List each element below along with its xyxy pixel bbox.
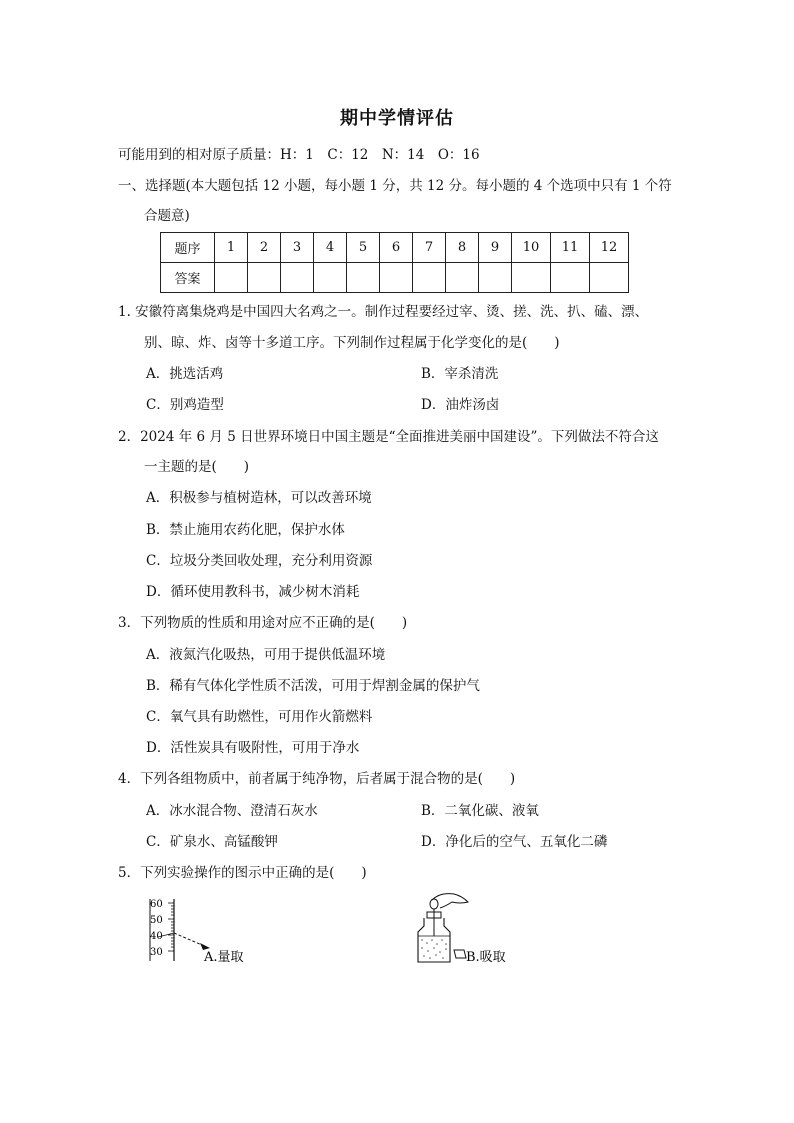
answer-cell[interactable] (512, 263, 551, 293)
answer-cell[interactable] (446, 263, 479, 293)
figure-a-caption: A.量取 (204, 950, 244, 965)
answer-cell[interactable] (281, 263, 314, 293)
question-4: 4．下列各组物质中，前者属于纯净物，后者属于混合物的是( ) (118, 771, 516, 787)
table-number: 1 (215, 233, 248, 263)
question-1-cont: 别、晾、炸、卤等十多道工序。下列制作过程属于化学变化的是( ) (144, 335, 560, 351)
eye-icon (200, 943, 210, 950)
figure-b-caption: B.吸取 (466, 950, 506, 965)
table-number: 11 (551, 233, 590, 263)
answer-cell[interactable] (413, 263, 446, 293)
table-row (161, 233, 629, 263)
scale-label: 60 (150, 899, 163, 910)
q2-option-c: C．垃圾分类回收处理，充分利用资源 (146, 553, 373, 569)
table-number: 6 (380, 233, 413, 263)
q3-option-a: A．液氮汽化吸热，可用于提供低温环境 (146, 647, 386, 663)
atomic-masses-note: 可能用到的相对原子质量：H：1 C：12 N：14 O：16 (118, 147, 480, 163)
table-header-label: 题序 (161, 233, 215, 263)
question-2-cont: 一主题的是( ) (144, 459, 250, 475)
table-number: 3 (281, 233, 314, 263)
q1-option-d: D．油炸汤卤 (421, 397, 500, 413)
answer-cell[interactable] (380, 263, 413, 293)
q3-option-b: B．稀有气体化学性质不活泼，可用于焊割金属的保护气 (146, 678, 480, 694)
question-1: 1. 安徽符离集烧鸡是中国四大名鸡之一。制作过程要经过宰、烫、搓、洗、扒、磕、漂、 (118, 304, 649, 320)
q4-option-c: C．矿泉水、高锰酸钾 (146, 834, 278, 850)
q4-option-b: B．二氧化碳、液氧 (421, 803, 539, 819)
answer-cell[interactable] (479, 263, 512, 293)
table-number: 10 (512, 233, 551, 263)
q1-option-c: C．别鸡造型 (146, 397, 224, 413)
section-heading-cont: 合题意) (144, 208, 190, 224)
answer-cell[interactable] (551, 263, 590, 293)
scale-label: 50 (150, 915, 163, 926)
table-number: 7 (413, 233, 446, 263)
answer-cell[interactable] (248, 263, 281, 293)
page-title: 期中学情评估 (340, 108, 454, 129)
dropper-figure (410, 888, 530, 974)
section-heading: 一、选择题(本大题包括 12 小题，每小题 1 分，共 12 分。每小题的 4 个选项中只有 1 个符 (118, 178, 672, 194)
table-number: 2 (248, 233, 281, 263)
table-number: 12 (590, 233, 629, 263)
answer-cell[interactable] (314, 263, 347, 293)
stopper-icon (454, 950, 466, 958)
measuring-cylinder-figure (140, 893, 290, 973)
answer-cell[interactable] (215, 263, 248, 293)
q3-option-d: D．活性炭具有吸附性，可用于净水 (146, 740, 360, 756)
answer-cell[interactable] (590, 263, 629, 293)
q3-option-c: C．氧气具有助燃性，可用作火箭燃料 (146, 709, 373, 725)
table-number: 5 (347, 233, 380, 263)
question-5: 5．下列实验操作的图示中正确的是( ) (118, 865, 367, 881)
q1-option-b: B．宰杀清洗 (421, 366, 499, 382)
scale-label: 40 (150, 931, 163, 942)
q4-option-d: D．净化后的空气、五氧化二磷 (421, 834, 608, 850)
scale-label: 30 (150, 947, 163, 958)
question-3: 3．下列物质的性质和用途对应不正确的是( ) (118, 615, 408, 631)
table-number: 8 (446, 233, 479, 263)
table-number: 9 (479, 233, 512, 263)
q2-option-d: D．循环使用教科书，减少树木消耗 (146, 584, 360, 600)
q1-option-a: A．挑选活鸡 (146, 366, 224, 382)
q2-option-a: A．积极参与植树造林，可以改善环境 (146, 490, 372, 506)
answer-cell[interactable] (347, 263, 380, 293)
table-answer-label: 答案 (161, 263, 215, 293)
question-2: 2．2024 年 6 月 5 日世界环境日中国主题是“全面推进美丽中国建设”。下列做法不符合这 (118, 429, 659, 445)
q4-option-a: A．冰水混合物、澄清石灰水 (146, 803, 318, 819)
dropper-bulb-icon (430, 899, 438, 909)
table-number: 4 (314, 233, 347, 263)
table-row (161, 263, 629, 293)
answer-table (160, 232, 629, 293)
q2-option-b: B．禁止施用农药化肥，保护水体 (146, 522, 345, 538)
